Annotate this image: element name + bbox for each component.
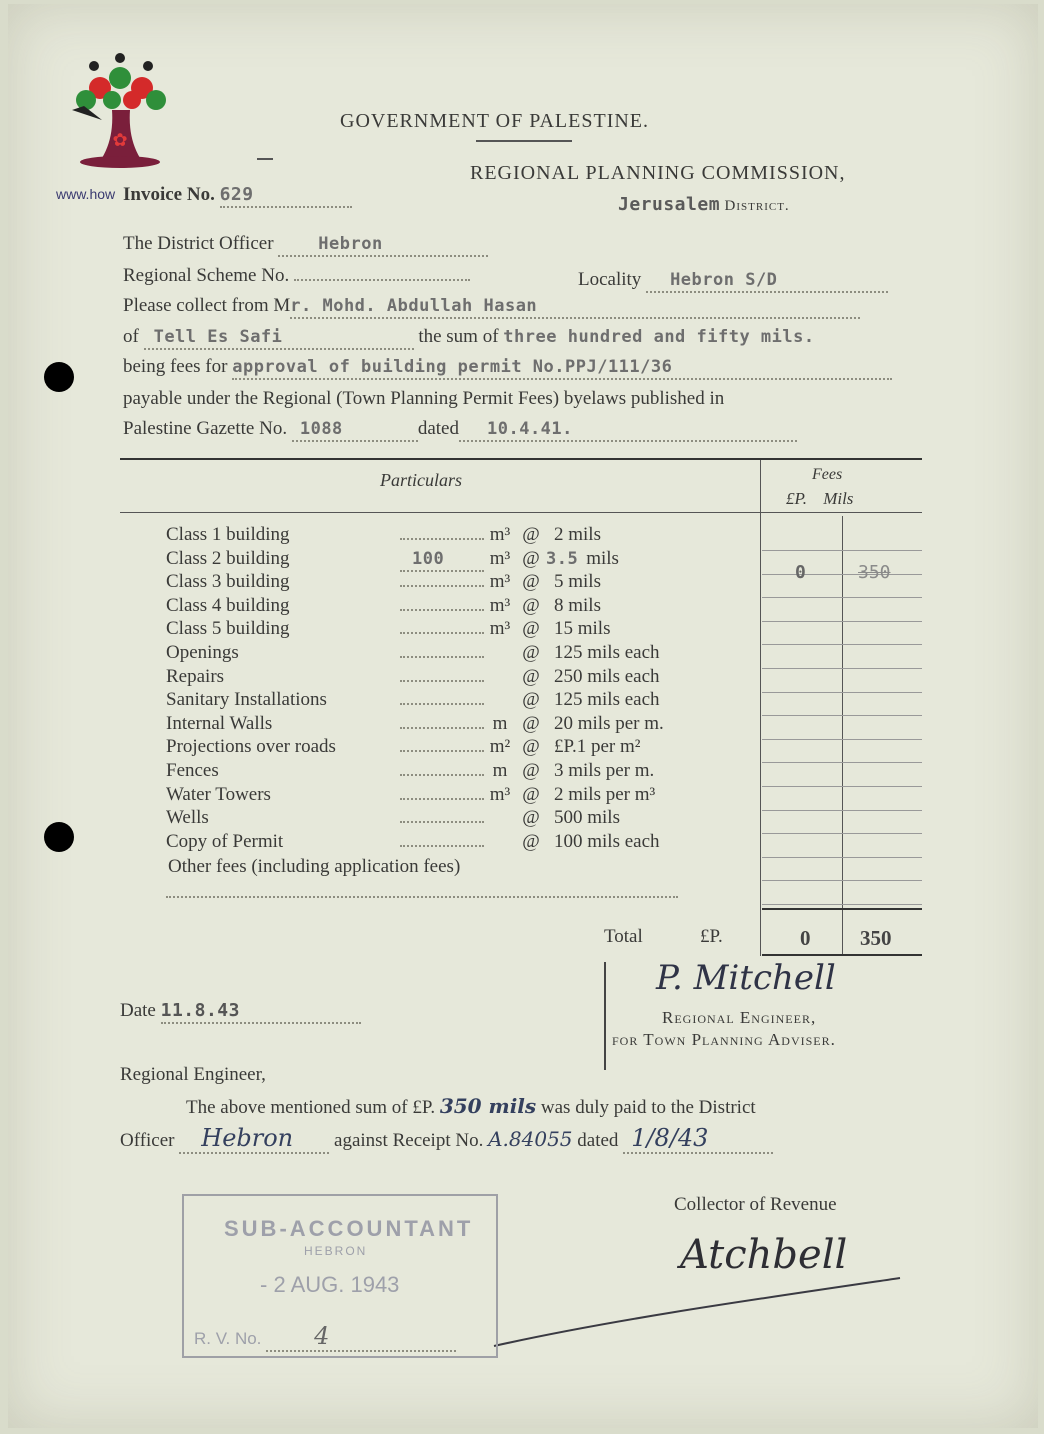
total-currency: £P. xyxy=(700,926,723,947)
particulars-row-rate xyxy=(400,760,654,782)
other-fees-dots xyxy=(166,896,678,898)
row-quantity-field xyxy=(400,632,484,634)
row-at-sign: @ xyxy=(522,713,540,734)
particulars-row-name: Fences xyxy=(166,760,219,781)
row-unit: m xyxy=(492,713,508,734)
sum-value: three hundred and fifty mils. xyxy=(503,327,815,347)
paid-line: The above mentioned sum of £P. 350 mils was duly paid to the District xyxy=(186,1094,756,1118)
total-mils-value: 350 xyxy=(860,926,892,950)
stamp-rv-line: R. V. No. 4 xyxy=(194,1322,456,1352)
sub-accountant-stamp xyxy=(182,1194,498,1358)
col-fees-sub: £P. Mils xyxy=(786,489,854,508)
row-at-sign: @ xyxy=(522,831,540,852)
commission-heading: REGIONAL PLANNING COMMISSION, xyxy=(470,162,846,184)
row-quantity-field xyxy=(400,703,484,705)
fee-row-line xyxy=(762,786,922,787)
particulars-row-rate xyxy=(400,831,660,853)
particulars-row-rate xyxy=(400,736,640,758)
fee-lp-value: 0 xyxy=(795,562,806,583)
particulars-row-name: Class 5 building xyxy=(166,618,290,639)
col-particulars: Particulars xyxy=(380,470,463,490)
particulars-row-rate xyxy=(400,571,601,593)
row-rate-text: mils xyxy=(586,548,619,569)
particulars-row-rate xyxy=(400,713,664,735)
fee-row-line xyxy=(762,833,922,834)
row-quantity-field xyxy=(400,798,484,800)
row-unit: m³ xyxy=(489,548,511,569)
row-quantity-field xyxy=(400,727,484,729)
district-officer-line: The District Officer Hebron xyxy=(123,233,488,257)
fee-row-line xyxy=(762,904,922,905)
date-value: 11.8.43 xyxy=(160,1000,240,1021)
site-logo xyxy=(62,48,178,182)
table-divider-fees xyxy=(760,460,761,956)
row-unit: m³ xyxy=(489,784,511,805)
row-rate-text: 8 mils xyxy=(554,595,601,616)
punch-hole-top xyxy=(44,362,74,392)
particulars-row-name: Projections over roads xyxy=(166,736,336,757)
particulars-row-name: Wells xyxy=(166,807,209,828)
being-line: being fees for approval of building permit No.PPJ/111/36 xyxy=(123,356,892,380)
invoice-label: Invoice No. 629 xyxy=(123,184,352,208)
fee-row-line xyxy=(762,692,922,693)
particulars-row-rate xyxy=(400,807,620,829)
collector-label: Collector of Revenue xyxy=(674,1194,837,1215)
particulars-row-rate xyxy=(400,784,655,806)
stamp-rv-value: 4 xyxy=(314,1322,330,1350)
payable-line: payable under the Regional (Town Planning Permit Fees) byelaws published in xyxy=(123,388,725,409)
district-officer-value: Hebron xyxy=(318,234,383,254)
fee-row-line xyxy=(762,574,922,575)
stamp-date: - 2 AUG. 1943 xyxy=(260,1272,400,1297)
particulars-row-rate xyxy=(400,595,601,617)
table-total-rule xyxy=(762,908,922,910)
row-at-sign: @ xyxy=(522,548,540,569)
row-at-sign: @ xyxy=(522,760,540,781)
svg-text:✿: ✿ xyxy=(112,130,128,151)
collect-value: r. Mohd. Abdullah Hasan xyxy=(290,296,538,316)
stamp-location: HEBRON xyxy=(304,1244,368,1258)
particulars-row-name: Internal Walls xyxy=(166,713,273,734)
particulars-row-name: Class 2 building xyxy=(166,548,290,569)
particulars-row-rate xyxy=(400,618,610,640)
row-rate-text: 15 mils xyxy=(554,618,611,639)
fee-row-line xyxy=(762,644,922,645)
col-fees: Fees xyxy=(812,466,843,483)
row-rate-text: 2 mils per m³ xyxy=(554,784,656,805)
row-rate-text: 5 mils xyxy=(554,571,601,592)
gazette-date: 10.4.41. xyxy=(487,419,573,439)
row-rate-text: 20 mils per m. xyxy=(554,713,664,734)
row-unit: m³ xyxy=(489,524,511,545)
particulars-row-rate xyxy=(400,642,660,664)
scheme-line: Regional Scheme No. xyxy=(123,265,470,287)
row-quantity-field xyxy=(400,656,484,658)
engineer-title: Regional Engineer, xyxy=(662,1008,817,1027)
particulars-row-rate xyxy=(400,524,601,546)
town-planning-adviser: for Town Planning Adviser. xyxy=(612,1030,836,1049)
row-unit: m³ xyxy=(489,595,511,616)
addressee: Regional Engineer, xyxy=(120,1064,266,1085)
row-rate-text: 500 mils xyxy=(554,807,620,828)
table-header-rule xyxy=(120,512,922,513)
row-at-sign: @ xyxy=(522,807,540,828)
receipt-date: 1/8/43 xyxy=(631,1124,709,1152)
row-quantity-field xyxy=(400,680,484,682)
date-line: Date 11.8.43 xyxy=(120,1000,361,1024)
row-unit: m³ xyxy=(489,571,511,592)
fee-row-line xyxy=(762,668,922,669)
paid-amount: 350 mils xyxy=(439,1094,537,1118)
invoice-number: 629 xyxy=(219,184,254,205)
row-at-sign: @ xyxy=(522,666,540,687)
row-rate-text: 125 mils each xyxy=(554,642,660,663)
fee-row-line xyxy=(762,597,922,598)
fee-row-line xyxy=(762,550,922,551)
district-label: District. xyxy=(724,198,790,214)
signature-bracket xyxy=(604,962,606,1070)
row-rate-text: 3 mils per m. xyxy=(554,760,655,781)
fee-row-line xyxy=(762,762,922,763)
row-at-sign: @ xyxy=(522,524,540,545)
engineer-signature: P. Mitchell xyxy=(656,958,836,998)
row-quantity-field xyxy=(400,548,484,572)
particulars-row-name: Openings xyxy=(166,642,239,663)
tree-logo-icon xyxy=(62,48,178,182)
row-quantity-field xyxy=(400,821,484,823)
particulars-row-name: Repairs xyxy=(166,666,225,687)
row-quantity-field xyxy=(400,774,484,776)
punch-hole-bottom xyxy=(44,822,74,852)
row-at-sign: @ xyxy=(522,736,540,757)
row-quantity-field xyxy=(400,750,484,752)
row-quantity-field xyxy=(400,585,484,587)
particulars-row-name: Class 1 building xyxy=(166,524,290,545)
collect-line: Please collect from Mr. Mohd. Abdullah Hasan xyxy=(123,295,860,319)
table-bottom-rule xyxy=(762,954,922,956)
gazette-number: 1088 xyxy=(299,419,343,439)
government-heading: GOVERNMENT OF PALESTINE. xyxy=(340,110,650,132)
dash-mark xyxy=(257,158,273,160)
particulars-row-name: Water Towers xyxy=(166,784,271,805)
row-rate-text: 2 mils xyxy=(554,524,601,545)
row-at-sign: @ xyxy=(522,784,540,805)
row-rate-text: 125 mils each xyxy=(554,689,660,710)
fee-row-line xyxy=(762,857,922,858)
district-value: Jerusalem xyxy=(618,194,721,215)
being-value: approval of building permit No.PPJ/111/36 xyxy=(232,357,673,377)
row-rate-text: 250 mils each xyxy=(554,666,660,687)
locality-value: Hebron S/D xyxy=(670,270,778,290)
row-quantity-value: 100 xyxy=(412,549,445,569)
site-watermark: www.how xyxy=(56,186,116,202)
stamp-title: SUB-ACCOUNTANT xyxy=(224,1216,474,1241)
fee-row-line xyxy=(762,715,922,716)
table-top-rule xyxy=(120,458,922,460)
signature-stroke xyxy=(490,1270,910,1355)
fee-row-line xyxy=(762,810,922,811)
row-at-sign: @ xyxy=(522,689,540,710)
other-fees-label: Other fees (including application fees) xyxy=(168,856,461,877)
fee-row-line xyxy=(762,739,922,740)
fee-row-line xyxy=(762,621,922,622)
total-label: Total xyxy=(604,926,643,947)
row-unit: m² xyxy=(489,736,511,757)
row-quantity-field xyxy=(400,538,484,540)
row-at-sign: @ xyxy=(522,595,540,616)
receipt-number: A.84055 xyxy=(488,1127,573,1151)
of-line: of Tell Es Safi the sum of three hundred and fifty mils. xyxy=(123,326,815,350)
fee-mils-value: 350 xyxy=(858,562,891,583)
particulars-row-name: Sanitary Installations xyxy=(166,689,327,710)
officer-value: Hebron xyxy=(201,1124,294,1152)
row-quantity-field xyxy=(400,609,484,611)
row-unit: m xyxy=(492,760,508,781)
collector-signature: Atchbell xyxy=(680,1232,848,1278)
gazette-line: Palestine Gazette No. 1088 dated 10.4.41. xyxy=(123,418,797,442)
row-rate-text: £P.1 per m² xyxy=(554,736,641,757)
row-unit: m³ xyxy=(489,618,511,639)
row-at-sign: @ xyxy=(522,618,540,639)
particulars-row-name: Class 4 building xyxy=(166,595,290,616)
row-rate-text: 100 mils each xyxy=(554,831,660,852)
of-value: Tell Es Safi xyxy=(153,327,283,347)
row-at-sign: @ xyxy=(522,642,540,663)
total-lp-value: 0 xyxy=(800,926,811,950)
particulars-row-rate xyxy=(400,548,619,572)
officer-line: Officer Hebron against Receipt No. A.84055 dated 1/8/43 xyxy=(120,1124,773,1154)
particulars-row-name: Class 3 building xyxy=(166,571,290,592)
row-rate-typed: 3.5 xyxy=(546,549,579,569)
table-divider-mils xyxy=(842,516,843,956)
heading-rule xyxy=(476,140,572,142)
row-at-sign: @ xyxy=(522,571,540,592)
district-line xyxy=(618,194,790,215)
row-quantity-field xyxy=(400,845,484,847)
particulars-row-rate xyxy=(400,666,660,688)
locality-line: Locality Hebron S/D xyxy=(578,269,888,293)
fee-row-line xyxy=(762,880,922,881)
particulars-row-name: Copy of Permit xyxy=(166,831,284,852)
particulars-row-rate xyxy=(400,689,660,711)
